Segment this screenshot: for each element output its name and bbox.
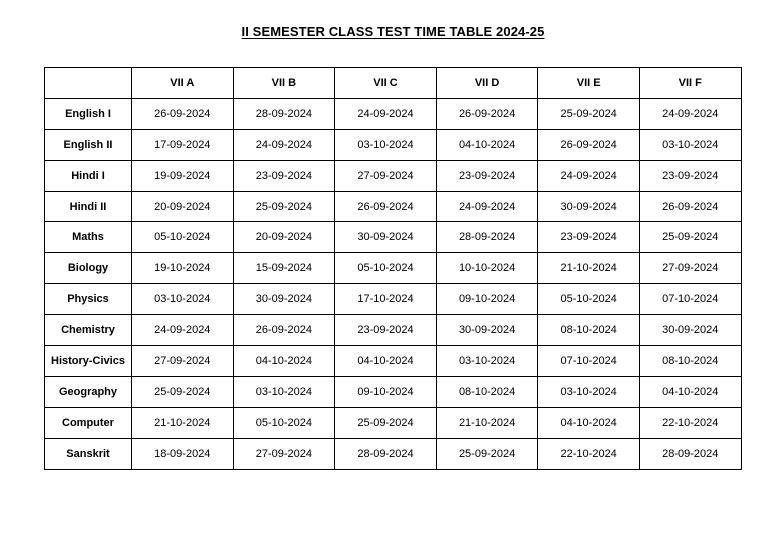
date-cell: 03-10-2024 [132,284,234,315]
subject-cell: History-Civics [45,346,132,377]
date-cell: 28-09-2024 [436,222,538,253]
date-cell: 03-10-2024 [436,346,538,377]
column-header-vii-c: VII C [335,68,437,99]
date-cell: 07-10-2024 [639,284,741,315]
subject-cell: Computer [45,407,132,438]
table-row [45,346,742,377]
date-cell: 25-09-2024 [233,191,335,222]
date-cell: 03-10-2024 [639,129,741,160]
date-cell: 25-09-2024 [538,98,640,129]
table-row [45,376,742,407]
date-cell: 27-09-2024 [233,438,335,469]
date-cell: 24-09-2024 [436,191,538,222]
date-cell: 03-10-2024 [538,376,640,407]
date-cell: 20-09-2024 [132,191,234,222]
date-cell: 23-09-2024 [538,222,640,253]
column-header-vii-b: VII B [233,68,335,99]
table-row [45,98,742,129]
header-row [45,68,742,99]
date-cell: 03-10-2024 [335,129,437,160]
date-cell: 25-09-2024 [335,407,437,438]
date-cell: 05-10-2024 [233,407,335,438]
date-cell: 23-09-2024 [639,160,741,191]
date-cell: 08-10-2024 [639,346,741,377]
date-cell: 03-10-2024 [233,376,335,407]
date-cell: 05-10-2024 [132,222,234,253]
date-cell: 25-09-2024 [132,376,234,407]
date-cell: 24-09-2024 [233,129,335,160]
subject-cell: Biology [45,253,132,284]
date-cell: 28-09-2024 [233,98,335,129]
date-cell: 04-10-2024 [436,129,538,160]
date-cell: 19-09-2024 [132,160,234,191]
subject-cell: Sanskrit [45,438,132,469]
date-cell: 05-10-2024 [335,253,437,284]
date-cell: 04-10-2024 [335,346,437,377]
column-header-vii-e: VII E [538,68,640,99]
date-cell: 07-10-2024 [538,346,640,377]
date-cell: 27-09-2024 [335,160,437,191]
date-cell: 27-09-2024 [132,346,234,377]
date-cell: 30-09-2024 [639,315,741,346]
date-cell: 04-10-2024 [639,376,741,407]
date-cell: 04-10-2024 [233,346,335,377]
table-row [45,284,742,315]
date-cell: 23-09-2024 [233,160,335,191]
date-cell: 10-10-2024 [436,253,538,284]
date-cell: 17-09-2024 [132,129,234,160]
date-cell: 27-09-2024 [639,253,741,284]
date-cell: 26-09-2024 [132,98,234,129]
table-row [45,222,742,253]
date-cell: 26-09-2024 [538,129,640,160]
date-cell: 04-10-2024 [538,407,640,438]
date-cell: 08-10-2024 [436,376,538,407]
date-cell: 21-10-2024 [132,407,234,438]
date-cell: 15-09-2024 [233,253,335,284]
date-cell: 25-09-2024 [436,438,538,469]
date-cell: 20-09-2024 [233,222,335,253]
table-row [45,253,742,284]
subject-cell: Maths [45,222,132,253]
date-cell: 24-09-2024 [639,98,741,129]
date-cell: 22-10-2024 [639,407,741,438]
subject-cell: Hindi II [45,191,132,222]
date-cell: 30-09-2024 [233,284,335,315]
column-header-vii-a: VII A [132,68,234,99]
date-cell: 05-10-2024 [538,284,640,315]
table-row [45,191,742,222]
date-cell: 30-09-2024 [335,222,437,253]
date-cell: 09-10-2024 [436,284,538,315]
table-row [45,129,742,160]
date-cell: 30-09-2024 [538,191,640,222]
date-cell: 24-09-2024 [132,315,234,346]
page-title: II SEMESTER CLASS TEST TIME TABLE 2024-25 [241,24,545,39]
subject-cell: English II [45,129,132,160]
date-cell: 28-09-2024 [639,438,741,469]
subject-cell: Geography [45,376,132,407]
table-row [45,407,742,438]
date-cell: 19-10-2024 [132,253,234,284]
date-cell: 24-09-2024 [538,160,640,191]
date-cell: 26-09-2024 [639,191,741,222]
column-header-vii-f: VII F [639,68,741,99]
timetable [44,67,742,470]
date-cell: 08-10-2024 [538,315,640,346]
date-cell: 18-09-2024 [132,438,234,469]
subject-cell: Physics [45,284,132,315]
table-row [45,438,742,469]
date-cell: 25-09-2024 [639,222,741,253]
date-cell: 23-09-2024 [436,160,538,191]
date-cell: 23-09-2024 [335,315,437,346]
date-cell: 09-10-2024 [335,376,437,407]
subject-cell: English I [45,98,132,129]
corner-cell [45,68,132,99]
subject-cell: Chemistry [45,315,132,346]
date-cell: 26-09-2024 [233,315,335,346]
table-row [45,315,742,346]
date-cell: 21-10-2024 [436,407,538,438]
date-cell: 17-10-2024 [335,284,437,315]
subject-cell: Hindi I [45,160,132,191]
date-cell: 21-10-2024 [538,253,640,284]
table-row [45,160,742,191]
date-cell: 22-10-2024 [538,438,640,469]
date-cell: 30-09-2024 [436,315,538,346]
date-cell: 26-09-2024 [335,191,437,222]
date-cell: 24-09-2024 [335,98,437,129]
date-cell: 26-09-2024 [436,98,538,129]
column-header-vii-d: VII D [436,68,538,99]
date-cell: 28-09-2024 [335,438,437,469]
